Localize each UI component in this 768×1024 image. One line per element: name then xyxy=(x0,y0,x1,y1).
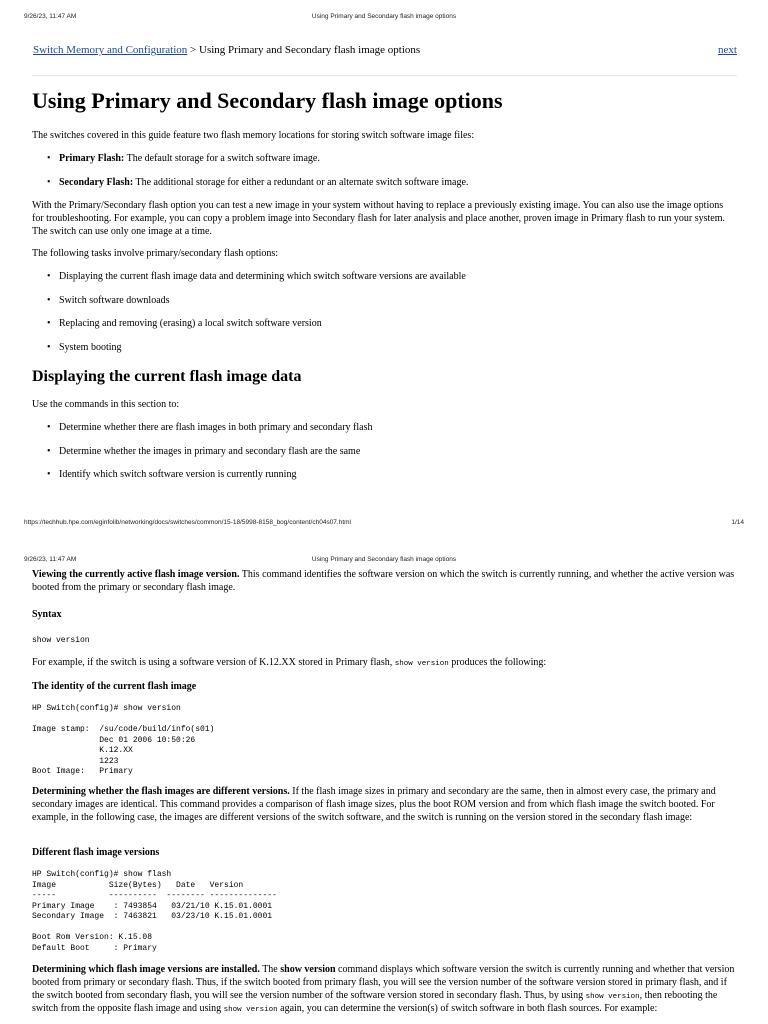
show-flash-output: HP Switch(config)# show flash Image Size(Bytes) Date Version ----- ---------- -------- -------------- Primary Image : 7493854 03/21/10 K.15.01.0001 Secondary Image : 7463821 03/23/10 K.15.01.0001 Boot Rom Version: K.15.08 Default Boot : Primary xyxy=(32,870,277,953)
syntax-command: show version xyxy=(32,636,90,645)
list-item: • Switch software downloads xyxy=(45,295,737,319)
command-purpose-list xyxy=(45,422,737,493)
breadcrumb-separator: > xyxy=(187,44,200,56)
task-list xyxy=(45,271,737,365)
inline-code: show version xyxy=(223,1006,278,1015)
section-heading: Displaying the current flash image data xyxy=(32,368,302,385)
list-item: • Replacing and removing (erasing) a local switch software version xyxy=(45,318,737,342)
lead-in: Viewing the currently active flash image version. xyxy=(32,569,240,580)
list-item xyxy=(45,177,737,201)
command-name: show version xyxy=(280,964,336,975)
list-item: • Determine whether the images in primary and secondary flash are the same xyxy=(45,446,737,470)
page-title: Using Primary and Secondary flash image options xyxy=(32,88,503,113)
list-item: • System booting xyxy=(45,342,737,366)
option-paragraph: With the Primary/Secondary flash option you can test a new image in your system without having to replace a previously existing image. You can also use the image options for troubleshooting. For example, you can copy a problem image into Secondary flash for later analysis and place another, proven image in Primary flash to run your system. The switch can use only one image at a time. xyxy=(32,200,726,237)
next-link[interactable]: next xyxy=(718,44,737,56)
definition: The default storage for a switch software image. xyxy=(124,153,320,164)
show-version-output: HP Switch(config)# show version Image stamp: /su/code/build/info(s01) Dec 01 2006 10:50:26 K.12.XX 1223 Boot Image: Primary xyxy=(32,704,215,776)
print-header xyxy=(24,556,744,565)
print-footer xyxy=(24,519,744,528)
inline-code: show version xyxy=(394,660,449,668)
different-versions-paragraph: Determining whether the flash images are different versions. If the flash image sizes in primary and secondary are the same, then in almost every case, the primary and secondary images are identical. This command provides a comparison of flash image sizes, plus the boot ROM version and from which flash image the switch booted. For example, in the following case, the images are different versions of the switch software, and the switch is running on the version stored in the secondary flash image: xyxy=(32,786,716,823)
print-header xyxy=(24,13,744,22)
print-doc-title: Using Primary and Secondary flash image options xyxy=(311,556,457,563)
example-paragraph: For example, if the switch is using a software version of K.12.XX stored in Primary flash, show version produces the following: xyxy=(32,657,547,668)
print-datetime: 9/26/23, 11:47 AM xyxy=(24,556,77,563)
example-caption: The identity of the current flash image xyxy=(32,681,197,692)
definition: The additional storage for either a redundant or an alternate switch software image. xyxy=(133,176,469,188)
print-datetime: 9/26/23, 11:47 AM xyxy=(24,13,77,20)
divider xyxy=(32,75,737,76)
active-version-paragraph: Viewing the currently active flash image version. This command identifies the software version on which the switch is currently running, and whether the active version was booted from the primary or secondary flash image. xyxy=(32,569,735,593)
print-url: https://techhub.hpe.com/eginfolib/networking/docs/switches/common/15-18/5998-8158_bog/content/ch04s07.html xyxy=(24,519,352,526)
print-doc-title: Using Primary and Secondary flash image options xyxy=(311,13,457,20)
term: Primary Flash: xyxy=(59,153,125,164)
breadcrumb-link[interactable]: Switch Memory and Configuration xyxy=(33,44,188,56)
page-number: 1/14 xyxy=(731,519,744,526)
list-item xyxy=(45,153,737,177)
intro-paragraph: The switches covered in this guide feature two flash memory locations for storing switch software image files: xyxy=(32,130,475,141)
installed-versions-paragraph: Determining which flash image versions are installed. The show version command displays which software version the switch is currently running and whether that version booted from primary or secondary flash. Thus, if the switch booted from primary flash, you will see the version number of the software version stored in primary flash, and if the switch booted from secondary flash, you will see the version number of the software version stored in secondary flash. Thus, by using show version, then rebooting the switch from the opposite flash image and using show version again, you can determine the version(s) of switch software in both flash sources. For example: xyxy=(32,964,735,1015)
example-caption: Different flash image versions xyxy=(32,847,160,858)
lead-in: Determining whether the flash images are different versions. xyxy=(32,786,290,797)
inline-code: show version xyxy=(585,992,640,1001)
section-intro: Use the commands in this section to: xyxy=(32,399,180,410)
lead-in: Determining which flash image versions are installed. xyxy=(32,964,260,975)
list-item: • Identify which switch software version is currently running xyxy=(45,469,737,493)
breadcrumb-current: Using Primary and Secondary flash image options xyxy=(199,44,421,56)
flash-location-list xyxy=(45,153,737,200)
tasks-intro: The following tasks involve primary/secondary flash options: xyxy=(32,248,279,259)
syntax-heading: Syntax xyxy=(32,609,62,620)
term: Secondary Flash: xyxy=(59,176,134,188)
breadcrumb xyxy=(33,43,737,57)
list-item: • Displaying the current flash image data and determining which switch software versions are available xyxy=(45,271,737,295)
list-item: • Determine whether there are flash images in both primary and secondary flash xyxy=(45,422,737,446)
